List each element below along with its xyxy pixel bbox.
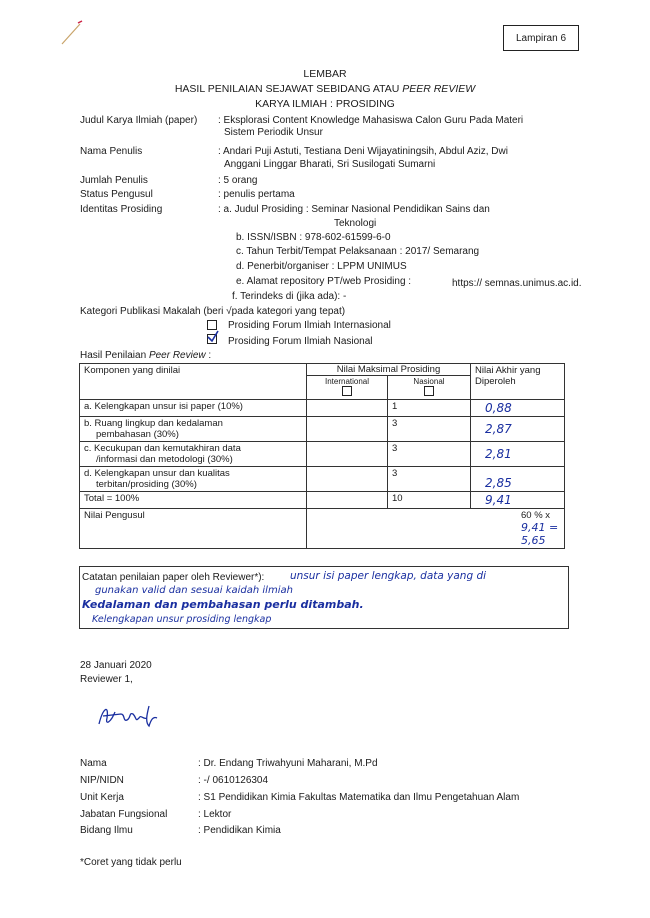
header-akhir-2: Diperoleh: [475, 376, 516, 387]
identitas-c: c. Tahun Terbit/Tempat Pelaksanaan : 2017/ Semarang: [236, 246, 480, 257]
row-b-komponen: [80, 417, 307, 442]
check-mark-icon: [206, 330, 220, 344]
table-total-row: [80, 492, 565, 509]
pen-mark-icon: [58, 18, 88, 48]
penulis-value: : Andari Puji Astuti, Testiana Deni Wijayatiningsih, Abdul Aziz, Dwi: [218, 146, 508, 157]
row-c-akhir: 2,81: [471, 442, 565, 467]
header-international-text: International: [324, 377, 370, 386]
identitas-label: Identitas Prosiding: [80, 204, 163, 215]
total-akhir: 9,41: [471, 492, 565, 509]
table-pengusul-row: [80, 509, 565, 549]
row-d-akhir: 2,85: [471, 467, 565, 492]
catatan-line-2: gunakan valid dan sesuai kaidah ilmiah: [95, 585, 293, 596]
row-b-komponen-1: b. Ruang lingkup dan kedalaman: [84, 418, 223, 429]
footnote: *Coret yang tidak perlu: [80, 857, 182, 868]
row-b-international: [307, 417, 388, 442]
catatan-label: Catatan penilaian paper oleh Reviewer*):: [82, 572, 265, 583]
identitas-a-2: Teknologi: [334, 218, 377, 229]
hasil-label: [80, 350, 211, 361]
row-a-nasional: 1: [388, 400, 471, 417]
table-row: [80, 467, 565, 492]
header-akhir-1: Nilai Akhir yang: [475, 365, 541, 376]
unit-label: Unit Kerja: [80, 792, 124, 803]
header-akhir: [471, 364, 565, 400]
signature: [95, 700, 165, 730]
table-row: [80, 442, 565, 467]
status-label: Status Pengusul: [80, 189, 153, 200]
international-checkbox[interactable]: [342, 386, 352, 396]
row-b-komponen-2: pembahasan (30%): [96, 429, 179, 440]
penulis-label: Nama Penulis: [80, 146, 143, 157]
kategori-internasional-label: Prosiding Forum Ilmiah Internasional: [228, 320, 391, 331]
date: 28 Januari 2020: [80, 660, 152, 671]
pengusul-printed: 60 % x: [521, 510, 551, 521]
total-international: [307, 492, 388, 509]
hasil-label-suffix: :: [205, 350, 212, 361]
title-hasil-text: HASIL PENILAIAN SEJAWAT SEBIDANG ATAU: [174, 83, 403, 95]
row-d-komponen-2: terbitan/prosiding (30%): [96, 479, 197, 490]
penulis-value-2: Anggani Linggar Bharati, Sri Susilogati Sumarni: [224, 159, 436, 170]
lampiran-box: Lampiran 6: [503, 25, 579, 51]
identitas-e-value: https:// semnas.unimus.ac.id.: [452, 278, 582, 289]
kategori-nasional-checkbox[interactable]: [207, 334, 217, 347]
nip-value: : -/ 0610126304: [198, 775, 269, 786]
title-lembar: LEMBAR: [303, 68, 347, 80]
header-nasional: [388, 376, 471, 400]
jabatan-value: : Lektor: [198, 809, 232, 820]
row-c-komponen-1: c. Kecukupan dan kemutakhiran data: [84, 443, 241, 454]
identitas-b: b. ISSN/ISBN : 978-602-61599-6-0: [236, 232, 391, 243]
identitas-e: e. Alamat repository PT/web Prosiding :: [236, 276, 412, 287]
total-label: Total = 100%: [80, 492, 307, 509]
judul-label: Judul Karya Ilmiah (paper): [80, 115, 198, 126]
jumlah-value: : 5 orang: [218, 175, 258, 186]
row-a-international: [307, 400, 388, 417]
total-nasional: 10: [388, 492, 471, 509]
row-d-komponen-1: d. Kelengkapan unsur dan kualitas: [84, 468, 230, 479]
table-row: [80, 417, 565, 442]
status-value: : penulis pertama: [218, 189, 295, 200]
row-b-akhir: 2,87: [471, 417, 565, 442]
row-c-nasional: 3: [388, 442, 471, 467]
title-hasil-em: PEER REVIEW: [402, 83, 476, 95]
header-nasional-text: Nasional: [413, 377, 445, 386]
table-header-row: [80, 364, 565, 376]
table-row: [80, 400, 565, 417]
row-c-komponen: [80, 442, 307, 467]
row-a-akhir: 0,88: [471, 400, 565, 417]
kategori-label: Kategori Publikasi Makalah (beri √pada kategori yang tepat): [80, 306, 346, 317]
kategori-nasional-label: Prosiding Forum Ilmiah Nasional: [228, 336, 373, 347]
identitas-f: f. Terindeks di (jika ada): -: [232, 291, 347, 302]
header-nilai-max: Nilai Maksimal Prosiding: [307, 364, 471, 376]
nasional-checkbox[interactable]: [424, 386, 434, 396]
nama-label: Nama: [80, 758, 107, 769]
title-hasil: [0, 83, 650, 95]
header-international: [307, 376, 388, 400]
hasil-label-text: Hasil Penilaian: [80, 350, 149, 361]
row-c-international: [307, 442, 388, 467]
hasil-label-em: Peer Review: [148, 350, 206, 361]
row-b-nasional: 3: [388, 417, 471, 442]
pengusul-label: Nilai Pengusul: [80, 509, 307, 549]
title-karya: KARYA ILMIAH : PROSIDING: [255, 98, 395, 110]
jumlah-label: Jumlah Penulis: [80, 175, 148, 186]
catatan-line-3: Kedalaman dan pembahasan perlu ditambah.: [82, 598, 364, 611]
row-c-komponen-2: /informasi dan metodologi (30%): [96, 454, 233, 465]
row-d-komponen: [80, 467, 307, 492]
header-komponen: Komponen yang dinilai: [80, 364, 307, 400]
row-d-international: [307, 467, 388, 492]
bidang-value: : Pendidikan Kimia: [198, 825, 281, 836]
identitas-d: d. Penerbit/organiser : LPPM UNIMUS: [236, 261, 407, 272]
score-table: [79, 363, 565, 549]
jabatan-label: Jabatan Fungsional: [80, 809, 168, 820]
nip-label: NIP/NIDN: [80, 775, 124, 786]
identitas-a: : a. Judul Prosiding : Seminar Nasional Pendidikan Sains dan: [218, 204, 490, 215]
pengusul-hand: 9,41 = 5,65: [521, 521, 559, 547]
reviewer-label: Reviewer 1,: [80, 674, 133, 685]
row-a-komponen: a. Kelengkapan unsur isi paper (10%): [80, 400, 307, 417]
unit-value: : S1 Pendidikan Kimia Fakultas Matematika dan Ilmu Pengetahuan Alam: [198, 792, 520, 803]
nama-value: : Dr. Endang Triwahyuni Maharani, M.Pd: [198, 758, 378, 769]
judul-value-2: Sistem Periodik Unsur: [224, 127, 323, 138]
judul-value: : Eksplorasi Content Knowledge Mahasiswa Calon Guru Pada Materi: [218, 115, 524, 126]
row-d-nasional: 3: [388, 467, 471, 492]
catatan-line-4: Kelengkapan unsur prosiding lengkap: [92, 614, 272, 625]
catatan-line-1: unsur isi paper lengkap, data yang di: [290, 570, 487, 582]
bidang-label: Bidang Ilmu: [80, 825, 133, 836]
pengusul-value: [307, 509, 565, 549]
